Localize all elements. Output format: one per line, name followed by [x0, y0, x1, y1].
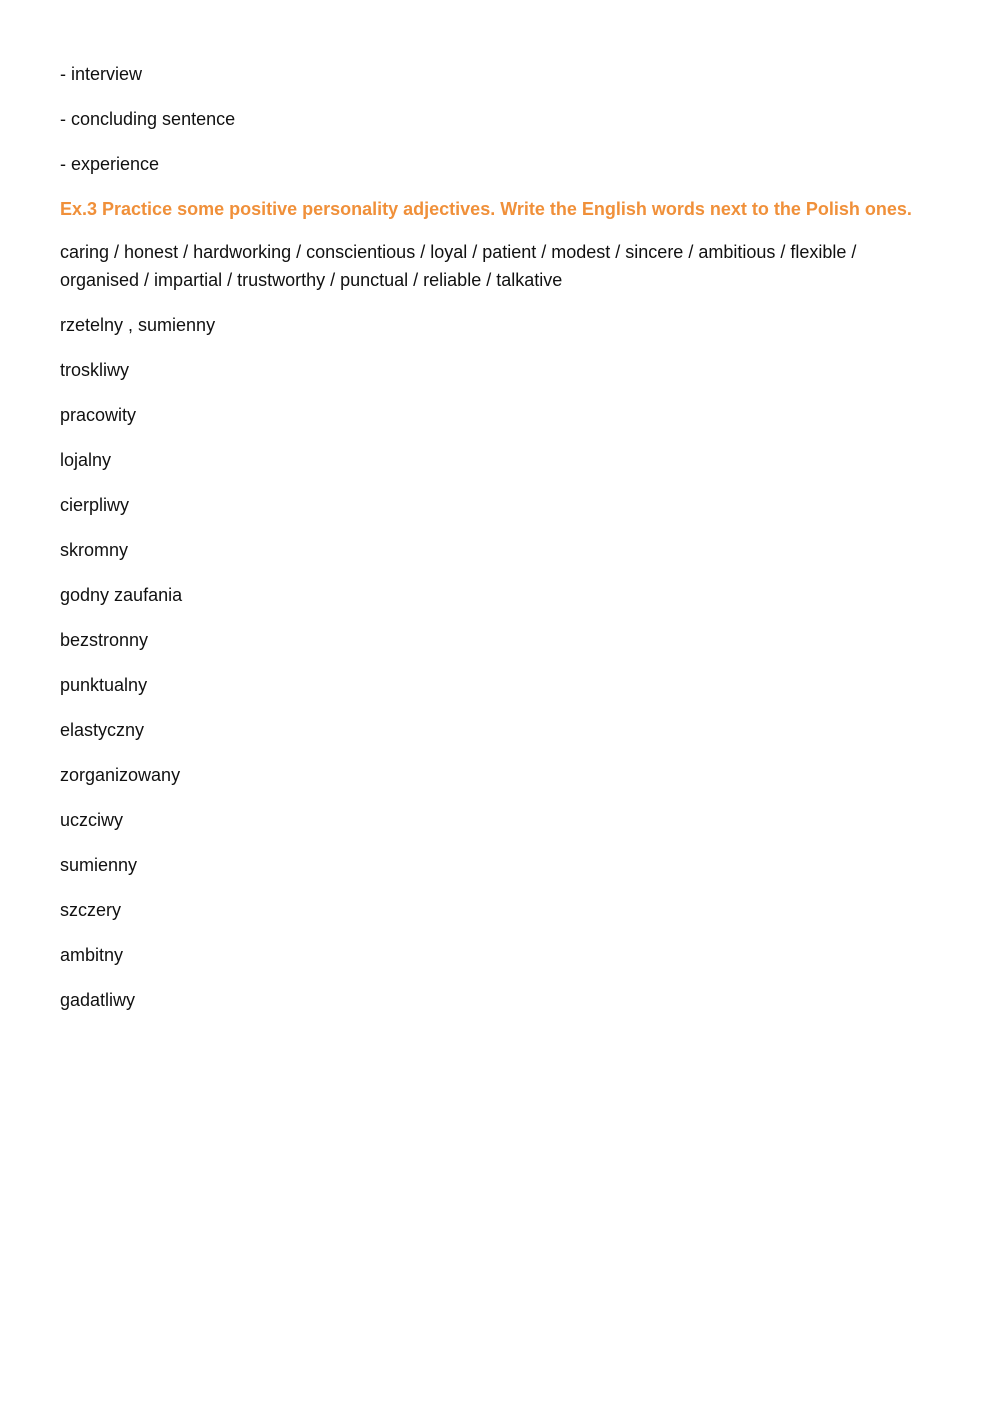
polish-word-uczciwy: uczciwy [60, 810, 124, 830]
intro-item-interview: - interview [60, 64, 143, 84]
polish-word-gadatliwy: gadatliwy [60, 990, 136, 1010]
polish-word-bezstronny: bezstronny [60, 630, 149, 650]
polish-word-punktualny: punktualny [60, 675, 148, 695]
polish-word-sumienny: sumienny [60, 855, 138, 875]
polish-word-ambitny: ambitny [60, 945, 124, 965]
intro-item-experience: - experience [60, 154, 160, 174]
polish-word-skromny: skromny [60, 540, 129, 560]
polish-word-troskliwy: troskliwy [60, 360, 130, 380]
polish-word-rzetelny-sumienny: rzetelny , sumienny [60, 315, 216, 335]
word-bank: caring / honest / hardworking / conscientious / loyal / patient / modest / sincere / ambitious / flexible / organised / impartial / trustworthy / punctual / reliable / talkative [60, 242, 857, 290]
polish-word-lojalny: lojalny [60, 450, 112, 470]
polish-word-list [60, 311, 940, 1014]
polish-word-cierpliwy: cierpliwy [60, 495, 130, 515]
intro-item-concluding-sentence: - concluding sentence [60, 109, 236, 129]
polish-word-elastyczny: elastyczny [60, 720, 145, 740]
polish-word-godny-zaufania: godny zaufania [60, 585, 183, 605]
polish-word-szczery: szczery [60, 900, 122, 920]
worksheet-content [60, 60, 940, 1031]
polish-word-zorganizowany: zorganizowany [60, 765, 181, 785]
polish-word-pracowity: pracowity [60, 405, 137, 425]
exercise-heading: Ex.3 Practice some positive personality adjectives. Write the English words next to the Polish ones. [60, 199, 912, 219]
